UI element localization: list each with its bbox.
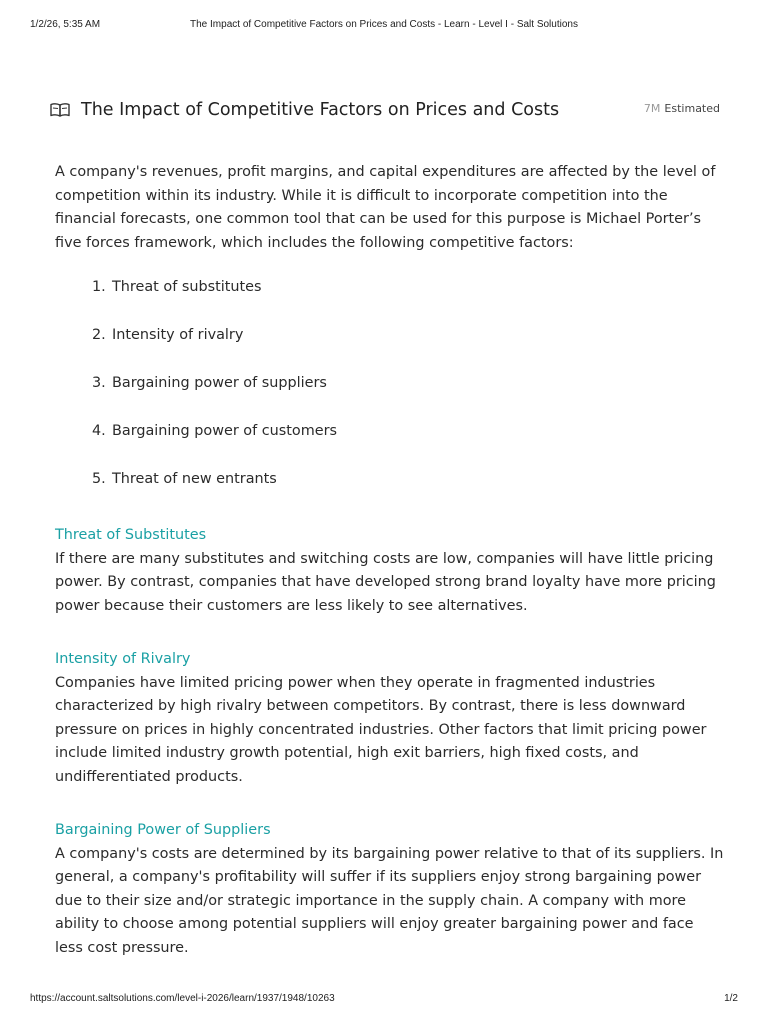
section-body: If there are many substitutes and switching costs are low, companies will have little pricing power. By contrast, companies that have developed strong brand loyalty have more pricing power because their customers are less likely to see alternatives. [55,550,716,614]
estimate-label: Estimated [664,102,720,115]
list-item-text: Intensity of rivalry [112,327,244,343]
section-bargaining-power-of-suppliers [55,819,725,960]
page-number: 1/2 [724,993,738,1004]
list-item-text: Bargaining power of customers [112,423,338,439]
print-footer [0,993,768,1007]
page-url-link[interactable]: https://account.saltsolutions.com/level-i-2026/learn/1937/1948/10263 [30,993,335,1004]
estimate-time: 7M [643,102,661,115]
list-item-number: 2. [92,327,106,343]
section-heading: Bargaining Power of Suppliers [55,822,271,838]
list-item-number: 5. [92,471,106,487]
lesson-title: The Impact of Competitive Factors on Prices and Costs [81,100,560,120]
section-threat-of-substitutes [55,524,725,618]
list-item [55,468,725,516]
lesson-content [55,161,725,960]
list-item-number: 4. [92,423,106,439]
print-header [0,19,768,33]
time-estimate [644,101,720,117]
section-heading: Intensity of Rivalry [55,651,191,667]
list-item-text: Threat of new entrants [112,471,277,487]
five-forces-list [55,276,725,516]
section-heading: Threat of Substitutes [55,527,207,543]
book-icon [50,102,70,118]
list-item [55,372,725,420]
list-item-text: Bargaining power of suppliers [112,375,327,391]
list-item-number: 3. [92,375,106,391]
list-item [55,420,725,468]
list-item-number: 1. [92,279,106,295]
list-item [55,324,725,372]
section-intensity-of-rivalry [55,648,725,789]
intro-paragraph: A company's revenues, profit margins, and capital expenditures are affected by the level of competition within its industry. While it is difficult to incorporate competition into the financial forecasts, one common tool that can be used for this purpose is Michael Porter’s five forces framework, which includes the following competitive factors: [55,164,716,251]
section-body: A company's costs are determined by its bargaining power relative to that of its suppliers. In general, a company's profitability will suffer if its suppliers enjoy strong bargaining power due to their size and/or strategic importance in the supply chain. A company with more ability to choose among potential suppliers will enjoy greater bargaining power and face less cost pressure. [55,845,724,956]
list-item-text: Threat of substitutes [112,279,262,295]
list-item [55,276,725,324]
section-body: Companies have limited pricing power when they operate in fragmented industries characterized by high rivalry between competitors. By contrast, there is less downward pressure on prices in highly concentrated industries. Other factors that limit pricing power include limited industry growth potential, high exit barriers, high fixed costs, and undifferentiated products. [55,674,707,785]
print-page-title: The Impact of Competitive Factors on Prices and Costs - Learn - Level I - Salt Solutions [190,19,578,30]
lesson-header [50,96,720,124]
print-date: 1/2/26, 5:35 AM [30,19,101,30]
